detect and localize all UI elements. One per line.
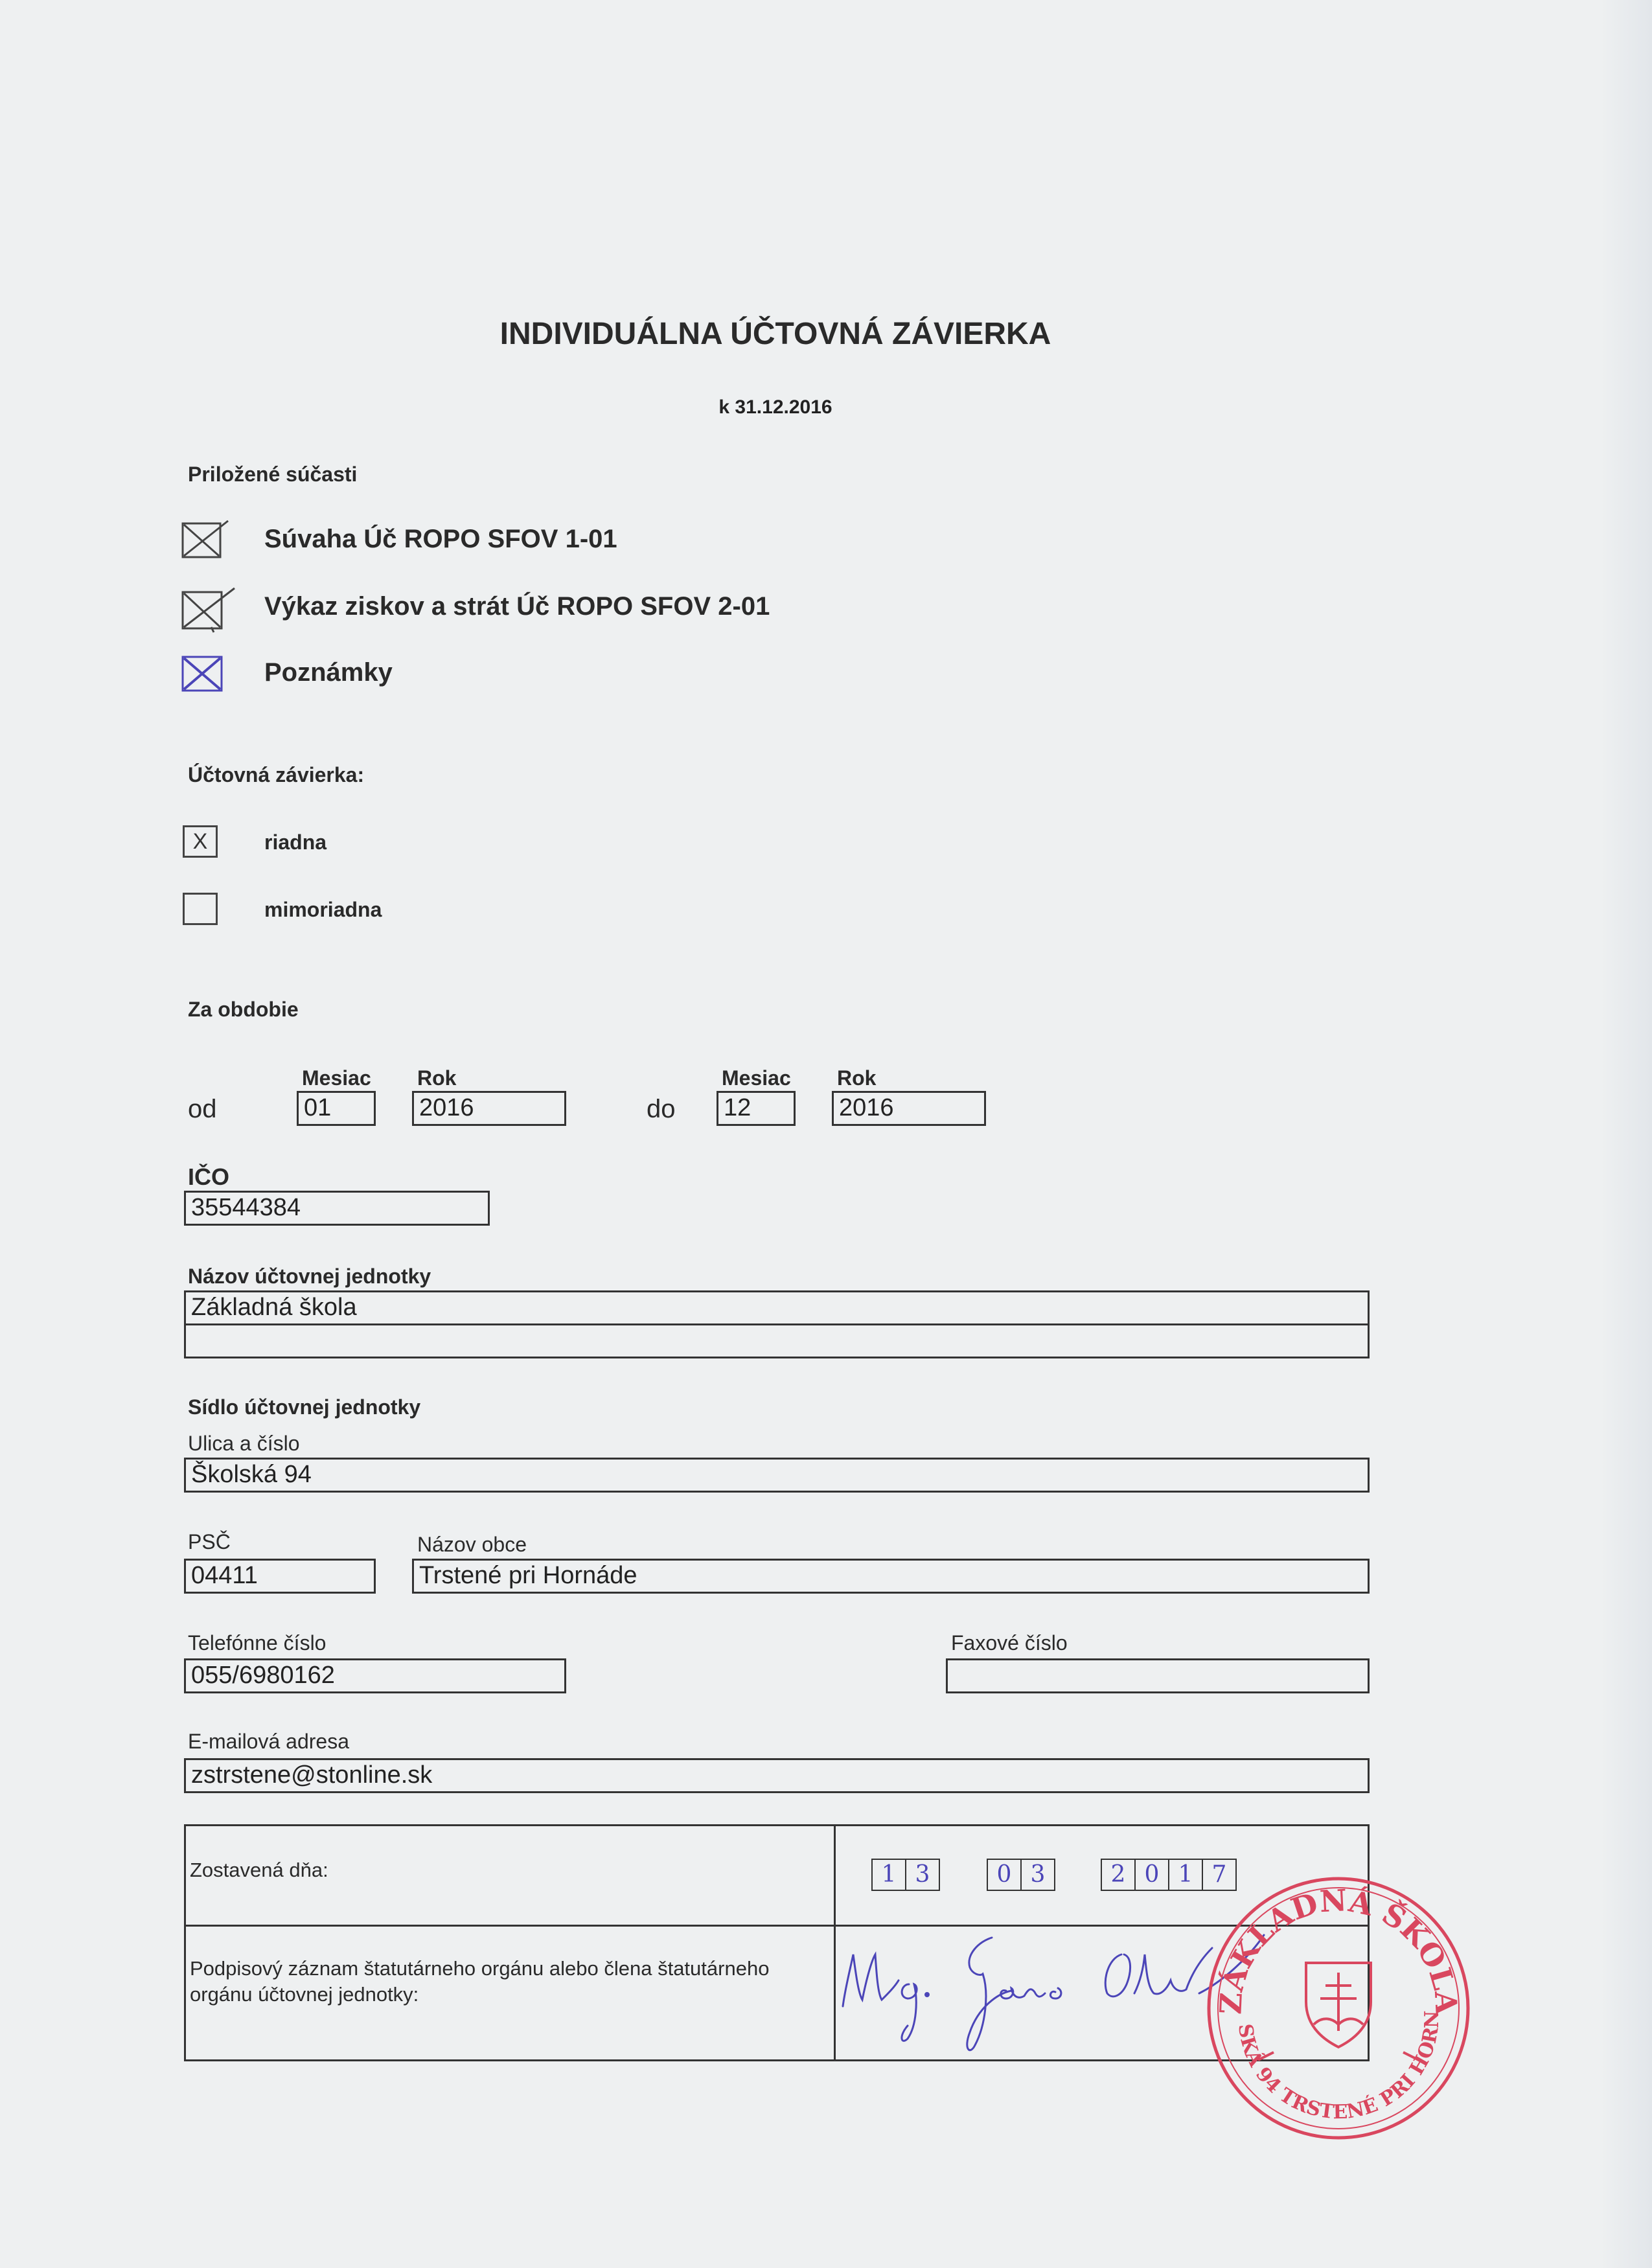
email-field[interactable]: zstrstene@stonline.sk: [184, 1758, 1370, 1793]
table-divider-vertical: [834, 1826, 836, 2059]
email-label: E-mailová adresa: [188, 1730, 349, 1753]
entity-name-label: Názov účtovnej jednotky: [188, 1265, 431, 1288]
ico-label: IČO: [188, 1163, 230, 1190]
street-label: Ulica a číslo: [188, 1432, 300, 1455]
psc-field[interactable]: 04411: [184, 1559, 376, 1594]
signature-record-label: Podpisový záznam štatutárneho orgánu alebo člena štatutárneho orgánu účtovnej jednotky:: [190, 1957, 770, 2006]
compiled-year-digit[interactable]: 1: [1168, 1859, 1203, 1891]
from-year-label: Rok: [417, 1066, 457, 1090]
from-month-label: Mesiac: [302, 1066, 371, 1090]
entity-name-field-line2[interactable]: [184, 1323, 1370, 1358]
attachments-heading: Priložené súčasti: [188, 463, 358, 486]
attachment-label-profit-loss: Výkaz ziskov a strát Úč ROPO SFOV 2-01: [264, 592, 770, 621]
period-heading: Za obdobie: [188, 998, 299, 1021]
phone-field[interactable]: 055/6980162: [184, 1658, 566, 1693]
compiled-day-digit[interactable]: 1: [871, 1859, 906, 1891]
psc-label: PSČ: [188, 1530, 231, 1553]
from-label: od: [188, 1095, 217, 1123]
town-label: Názov obce: [417, 1533, 527, 1556]
compiled-day-digit[interactable]: 3: [905, 1859, 940, 1891]
signature-table: [184, 1824, 1370, 2061]
to-label: do: [647, 1095, 676, 1123]
table-divider-horizontal: [186, 1925, 1368, 1927]
compiled-date-label: Zostavená dňa:: [190, 1859, 328, 1881]
town-field[interactable]: Trstené pri Hornáde: [412, 1559, 1370, 1594]
extraordinary-checkbox[interactable]: [183, 893, 218, 925]
attachment-checkbox-profit-loss[interactable]: [181, 587, 237, 637]
compiled-month-digit[interactable]: 3: [1020, 1859, 1055, 1891]
attachment-checkbox-notes[interactable]: [181, 656, 224, 696]
ico-field[interactable]: 35544384: [184, 1191, 490, 1226]
to-year-label: Rok: [837, 1066, 877, 1090]
stamp-bottom-text: SKÁ 94 TRSTENÉ PRI HORN: [1233, 2010, 1444, 2124]
page-edge: [1600, 0, 1652, 2268]
to-year-field[interactable]: 2016: [832, 1091, 986, 1126]
fax-field[interactable]: [946, 1658, 1370, 1693]
fax-label: Faxové číslo: [951, 1631, 1068, 1655]
from-month-field[interactable]: 01: [297, 1091, 376, 1126]
compiled-month-digit[interactable]: 0: [987, 1859, 1022, 1891]
seat-heading: Sídlo účtovnej jednotky: [188, 1395, 421, 1419]
stamp-emblem: [1196, 1866, 1481, 2151]
compiled-year-digit[interactable]: 0: [1134, 1859, 1169, 1891]
page-title: INDIVIDUÁLNA ÚČTOVNÁ ZÁVIERKA: [499, 317, 1051, 351]
compiled-year-digit[interactable]: 7: [1202, 1859, 1237, 1891]
compiled-year-digit[interactable]: 2: [1101, 1859, 1136, 1891]
official-stamp: [1196, 1866, 1481, 2154]
regular-checkbox[interactable]: X: [183, 825, 218, 858]
entity-name-field-line1[interactable]: Základná škola: [184, 1290, 1370, 1325]
phone-label: Telefónne číslo: [188, 1631, 327, 1655]
to-month-field[interactable]: 12: [717, 1091, 796, 1126]
from-year-field[interactable]: 2016: [412, 1091, 566, 1126]
street-field[interactable]: Školská 94: [184, 1458, 1370, 1493]
attachment-label-balance: Súvaha Úč ROPO SFOV 1-01: [264, 525, 617, 553]
attachment-label-notes: Poznámky: [264, 658, 393, 687]
date-line: k 31.12.2016: [718, 396, 832, 418]
cross-icon: [181, 587, 237, 634]
cross-icon: [181, 520, 231, 560]
regular-label: riadna: [264, 830, 327, 854]
stamp-top-text: ZÁKLADNÁ ŠKOLA: [1213, 1883, 1464, 2015]
cross-icon: [181, 656, 224, 693]
attachment-checkbox-balance[interactable]: [181, 520, 231, 563]
statement-type-heading: Účtovná závierka:: [188, 763, 365, 786]
to-month-label: Mesiac: [722, 1066, 791, 1090]
extraordinary-label: mimoriadna: [264, 898, 382, 921]
